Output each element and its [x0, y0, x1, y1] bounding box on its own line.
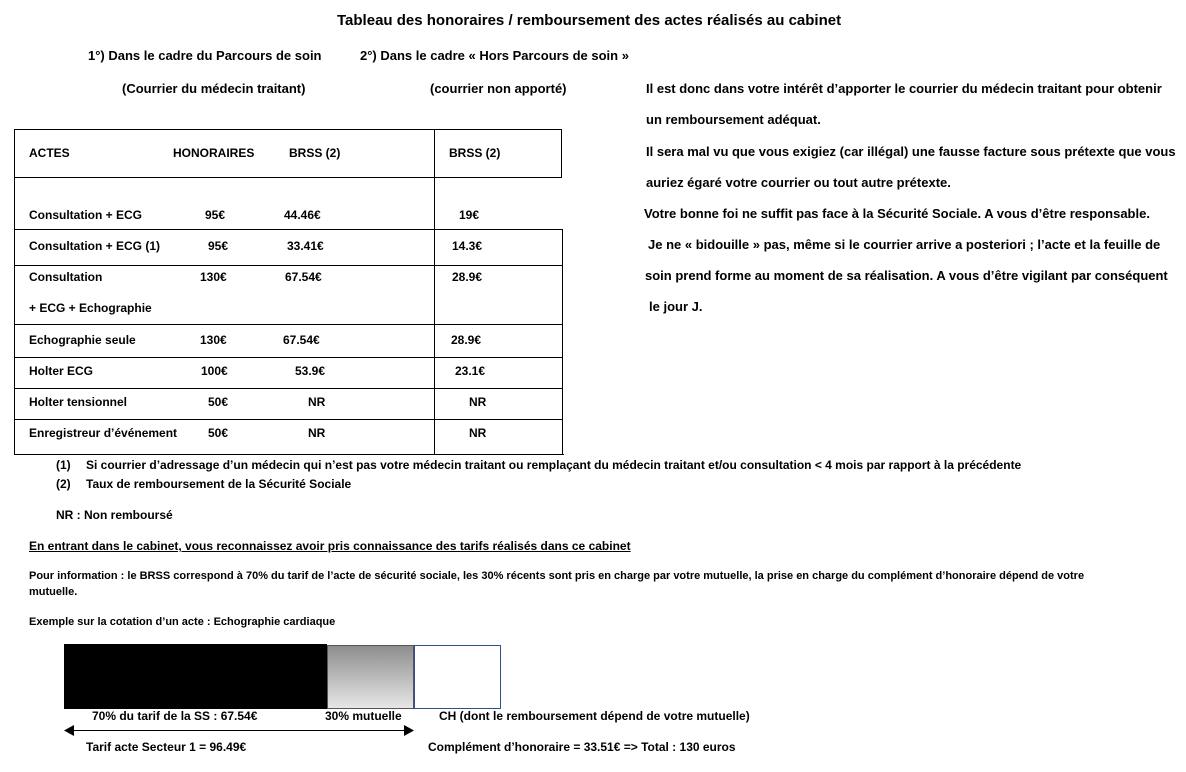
acknowledgement-notice: En entrant dans le cabinet, vous reconnaissez avoir pris connaissance des tarifs réalisés dans ce cabinet — [29, 539, 631, 553]
note-line: Votre bonne foi ne suffit pas face à la Sécurité Sociale. A vous d’être responsable. — [644, 206, 1150, 221]
table-header-actes: ACTES — [29, 146, 70, 160]
footnote-number: (2) — [56, 477, 71, 491]
table-cell-brss: 44.46€ — [284, 208, 321, 222]
bar-30-percent — [327, 645, 414, 709]
table-cell-acte: Consultation + ECG — [29, 208, 143, 222]
table-cell-brss-hors: 28.9€ — [452, 270, 483, 284]
table-cell-acte: Enregistreur d’événement — [29, 426, 178, 440]
section-hors-parcours-title: 2°) Dans le cadre « Hors Parcours de soin » — [360, 48, 629, 63]
footnote-text: Taux de remboursement de la Sécurité Sociale — [86, 477, 352, 491]
section-hors-parcours-subtitle: (courrier non apporté) — [430, 81, 567, 96]
note-line: soin prend forme au moment de sa réalisation. A vous d’être vigilant par conséquent — [645, 268, 1168, 283]
note-line: auriez égaré votre courrier ou tout autre prétexte. — [646, 175, 951, 190]
footnote-text: Si courrier d’adressage d’un médecin qui n’est pas votre médecin traitant ou remplaçant du médecin traitant et/ou consultation < 4 mois par rapport à la précédente — [86, 458, 1022, 472]
example-label: Exemple sur la cotation d’un acte : Echographie cardiaque — [29, 616, 336, 628]
footnote-number: (1) — [56, 458, 71, 472]
note-line: Il est donc dans votre intérêt d’apporter le courrier du médecin traitant pour obtenir — [646, 81, 1162, 96]
table-cell-brss: 33.41€ — [287, 239, 324, 253]
table-cell-acte: Consultation — [29, 270, 103, 284]
bar-complement — [414, 645, 501, 709]
info-paragraph-line1: Pour information : le BRSS correspond à 70% du tarif de l’acte de sécurité sociale, les 30% récents sont pris en charge par votre mutuelle, la prise en charge du complément d’honoraire dépend de votre — [29, 570, 1085, 582]
table-cell-acte-line2: + ECG + Echographie — [29, 301, 152, 315]
table-cell-honoraires: 50€ — [208, 426, 229, 440]
table-header-brss-hors: BRSS (2) — [449, 146, 501, 160]
table-cell-brss-hors: 14.3€ — [452, 239, 483, 253]
label-30-percent: 30% mutuelle — [325, 709, 402, 723]
table-cell-brss-hors: NR — [469, 426, 487, 440]
arrow-left-icon — [64, 725, 74, 736]
tarif-label: Tarif acte Secteur 1 = 96.49€ — [86, 740, 247, 754]
nr-legend: NR : Non remboursé — [56, 508, 173, 522]
table-cell-honoraires: 95€ — [208, 239, 229, 253]
table-cell-brss-hors: 19€ — [459, 208, 480, 222]
table-cell-honoraires: 100€ — [201, 364, 228, 378]
table-cell-brss-hors: NR — [469, 395, 487, 409]
note-line: Il sera mal vu que vous exigiez (car illégal) une fausse facture sous prétexte que vous — [646, 144, 1176, 159]
table-cell-brss: 67.54€ — [283, 333, 320, 347]
table-cell-brss-hors: 28.9€ — [451, 333, 482, 347]
table-cell-acte: Consultation + ECG (1) — [29, 239, 161, 253]
bar-70-percent — [64, 644, 327, 709]
note-line: le jour J. — [649, 299, 703, 314]
table-cell-brss: 53.9€ — [295, 364, 326, 378]
table-cell-brss: NR — [308, 395, 326, 409]
table-header-honoraires: HONORAIRES — [173, 146, 255, 160]
note-line: Je ne « bidouille » pas, même si le courrier arrive a posteriori ; l’acte et la feuille de — [648, 237, 1161, 252]
section-parcours-subtitle: (Courrier du médecin traitant) — [122, 81, 306, 96]
label-70-percent: 70% du tarif de la SS : 67.54€ — [92, 709, 258, 723]
info-paragraph-line2: mutuelle. — [29, 586, 78, 598]
table-cell-brss: 67.54€ — [285, 270, 322, 284]
table-cell-honoraires: 95€ — [205, 208, 226, 222]
label-complement: CH (dont le remboursement dépend de votre mutuelle) — [439, 709, 750, 723]
page-title: Tableau des honoraires / remboursement des actes réalisés au cabinet — [337, 12, 842, 29]
table-cell-acte: Holter ECG — [29, 364, 94, 378]
table-cell-honoraires: 50€ — [208, 395, 229, 409]
table-header-brss: BRSS (2) — [289, 146, 341, 160]
table-cell-honoraires: 130€ — [200, 270, 227, 284]
complement-total-label: Complément d’honoraire = 33.51€ => Total : 130 euros — [428, 740, 736, 754]
arrow-right-icon — [404, 725, 414, 736]
table-cell-honoraires: 130€ — [200, 333, 227, 347]
table-cell-acte: Holter tensionnel — [29, 395, 128, 409]
table-cell-brss-hors: 23.1€ — [455, 364, 486, 378]
table-cell-acte: Echographie seule — [29, 333, 136, 347]
table-cell-brss: NR — [308, 426, 326, 440]
note-line: un remboursement adéquat. — [646, 112, 821, 127]
section-parcours-title: 1°) Dans le cadre du Parcours de soin — [88, 48, 322, 63]
tarif-span-arrow — [70, 730, 406, 731]
